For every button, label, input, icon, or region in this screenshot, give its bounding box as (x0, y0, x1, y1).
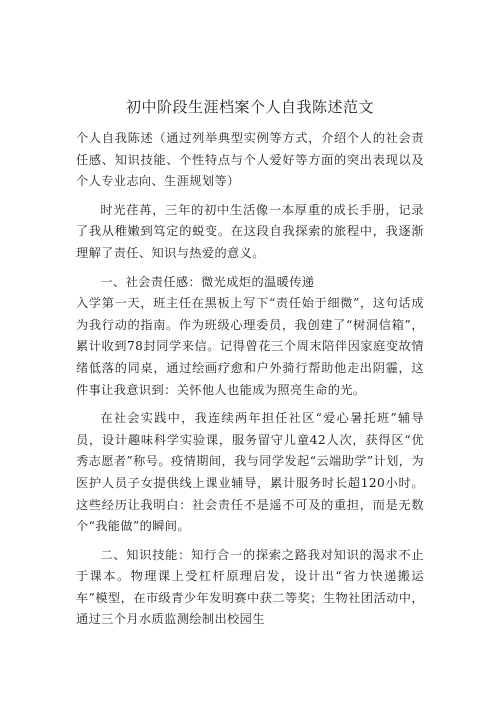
body-paragraph: 在社会实践中，我连续两年担任社区“爱心暑托班”辅导员，设计趣味科学实验课，服务留守儿童42人次，获得区“优秀志愿者”称号。疫情期间，我与同学发起“云端助学”计划，为医护人员子女提供线上课业辅导，累计服务时长超120小时。这些经历让我明白：社会责任不是遥不可及的重担，而是无数个“我能做”的瞬间。 (76, 411, 424, 534)
section-heading-social-responsibility: 一、社会责任感：微光成炬的温暖传递 (100, 274, 315, 289)
body-paragraph: 入学第一天，班主任在黑板上写下“责任始于细微”，这句话成为我行动的指南。作为班级心理委员，我创建了“树洞信箱”，累计收到78封同学来信。记得曾花三个周末陪伴因家庭变故情绪低落的同桌，通过绘画疗愈和户外骑行帮助他走出阴霾，这件事让我意识到：关怀他人也能成为照亮生命的光。 (76, 296, 424, 397)
section-heading-knowledge-skills: 二、知识技能：知行合一的探索之路我对知识的渴求不止于课本。物理课上受杠杆原理启发，设计出“省力快递搬运车”模型，在市级青少年发明赛中获二等奖；生物社团活动中，通过三个月水质监测绘制出校园生 (76, 547, 424, 627)
body-paragraph: 时光荏苒，三年的初中生活像一本厚重的成长手册，记录了我从稚嫩到笃定的蜕变。在这段自我探索的旅程中，我逐渐理解了责任、知识与热爱的意义。 (76, 202, 424, 260)
document-title: 初中阶段生涯档案个人自我陈述范文 (125, 98, 374, 116)
intro-paragraph: 个人自我陈述（通过列举典型实例等方式，介绍个人的社会责任感、知识技能、个性特点与个人爱好等方面的突出表现以及个人专业志向、生涯规划等） (76, 131, 424, 189)
